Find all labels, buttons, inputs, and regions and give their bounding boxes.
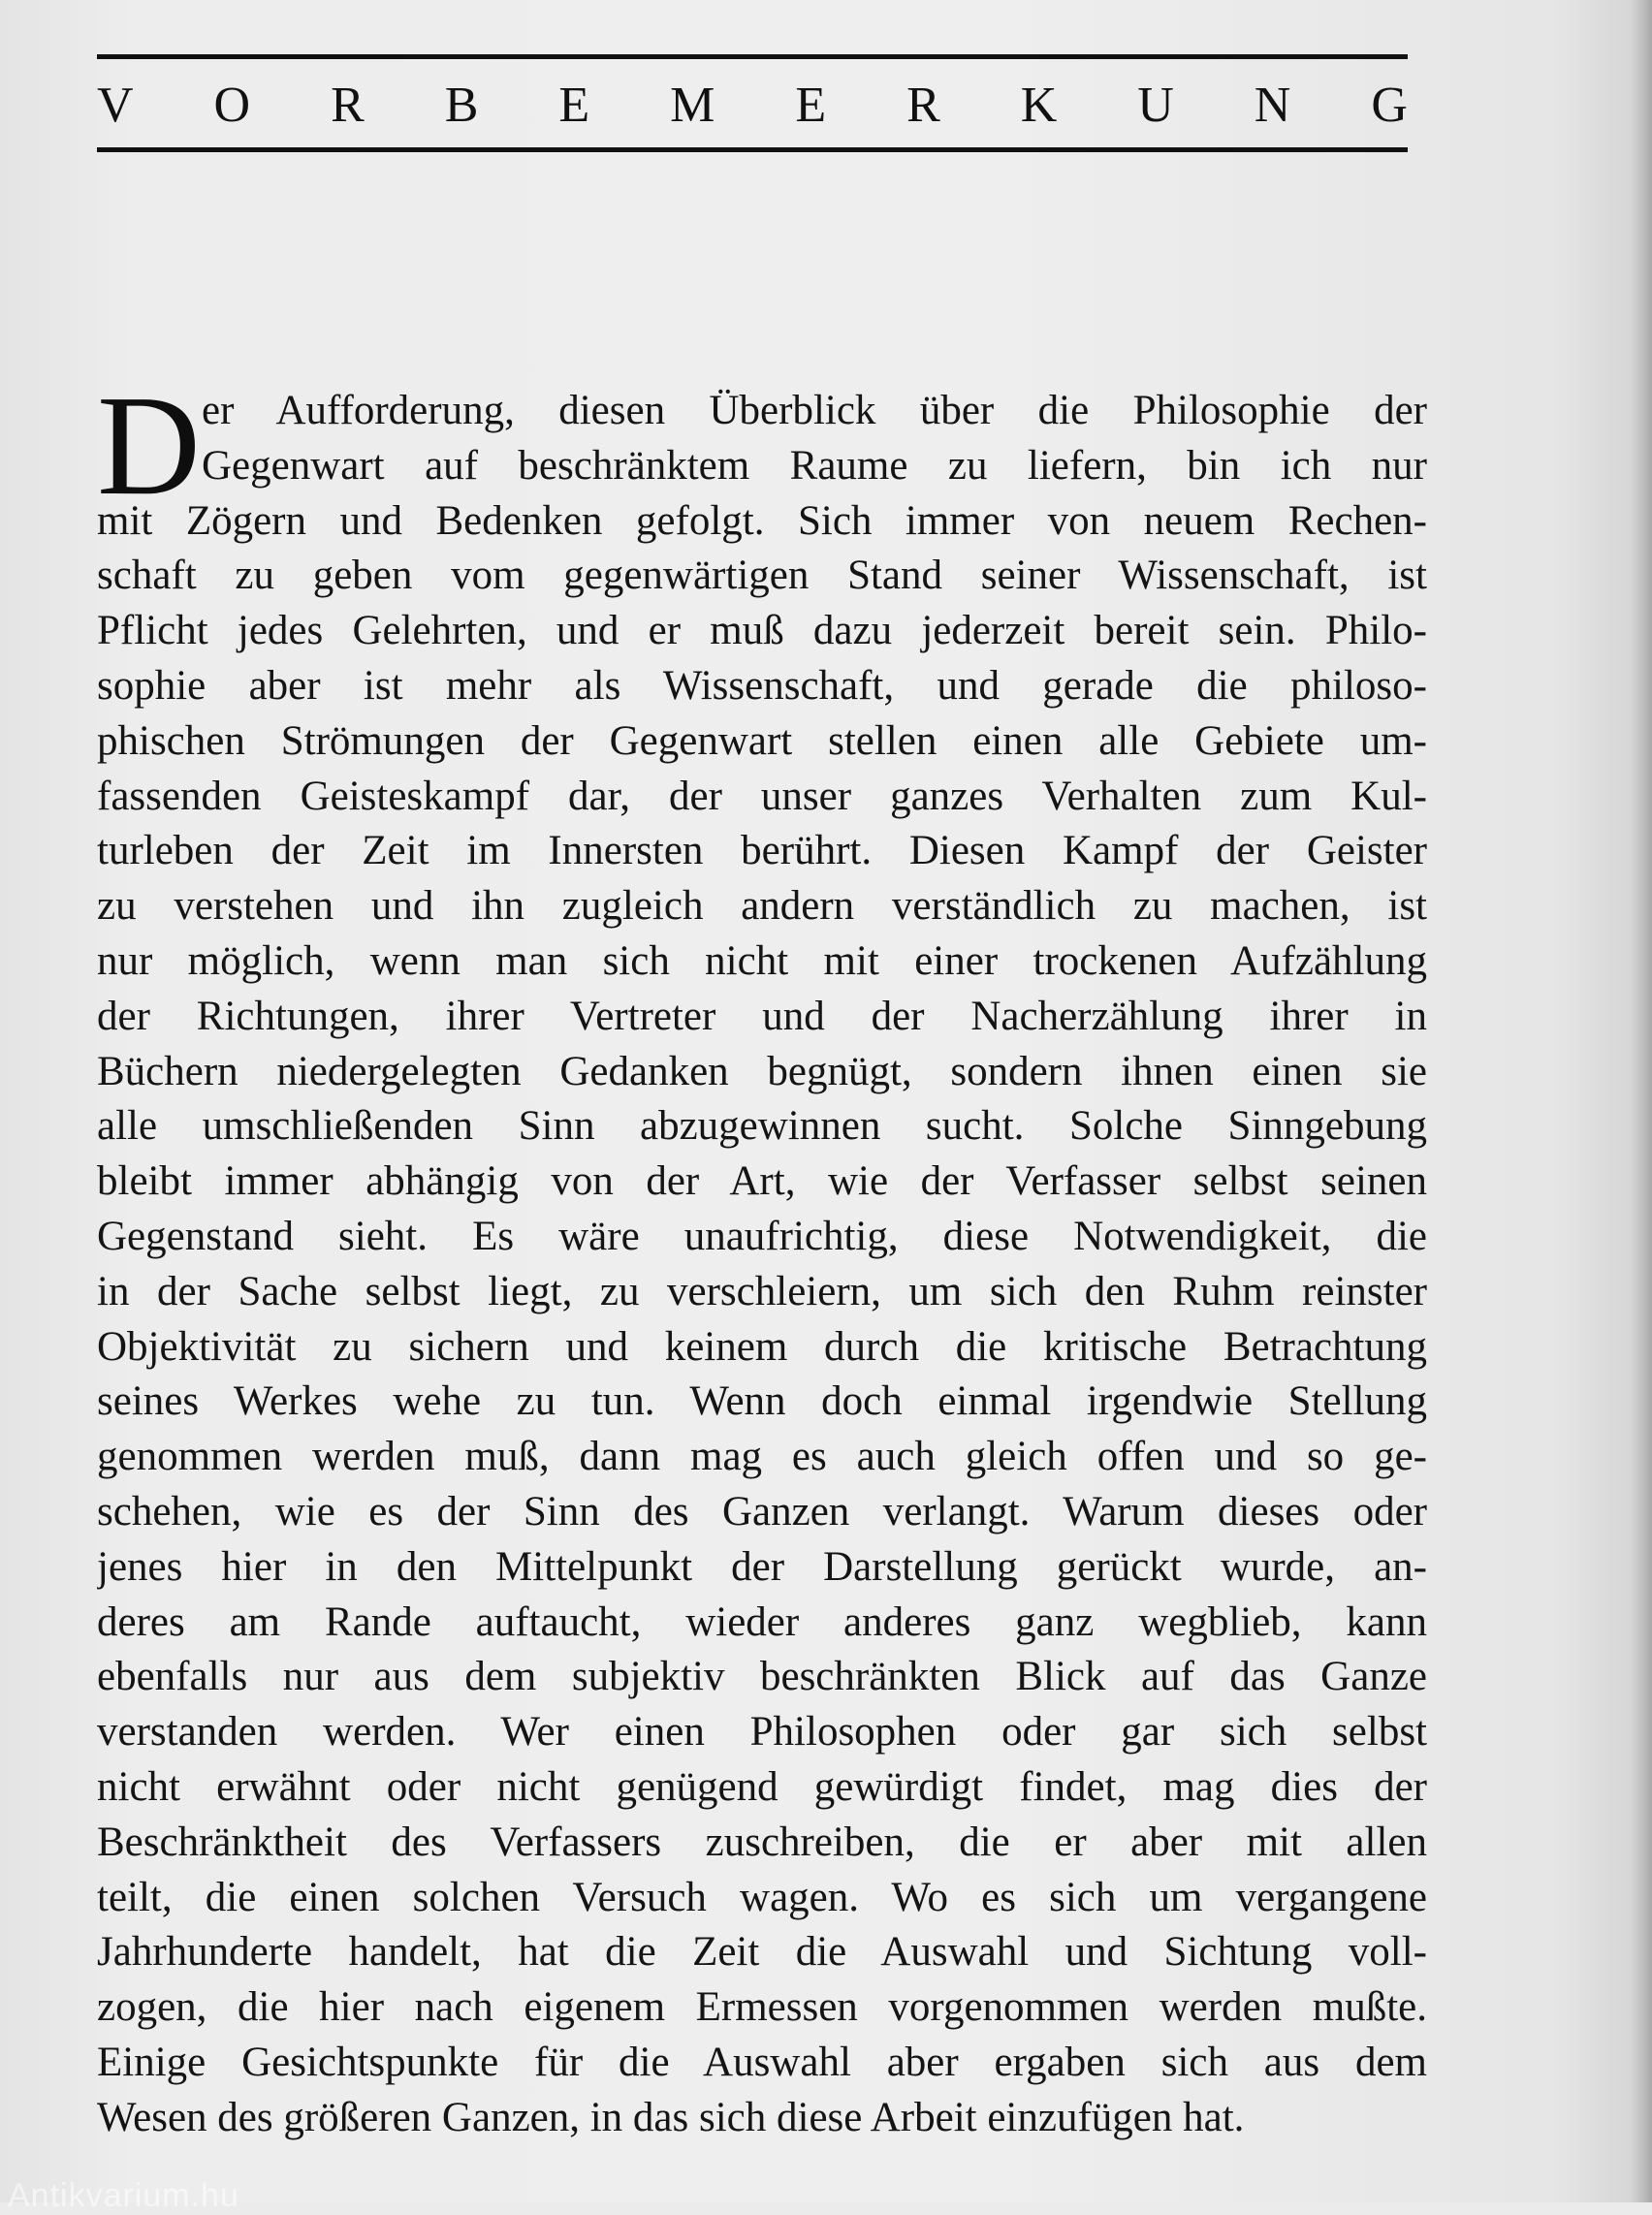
- text-line: teilt, die einen solchen Versuch wagen. Wo es sich um vergangene: [97, 1874, 1427, 1920]
- text-line: der Richtungen, ihrer Vertreter und der Nacherzählung ihrer in: [97, 993, 1427, 1039]
- text-line: mit Zögern und Bedenken gefolgt. Sich immer von neuem Rechen-: [97, 497, 1427, 544]
- heading-letter: R: [331, 77, 365, 133]
- text-line: Einige Gesichtspunkte für die Auswahl aber ergaben sich aus dem: [97, 2039, 1427, 2085]
- heading-letter: G: [1371, 77, 1408, 133]
- text-line: phischen Strömungen der Gegenwart stellen einen alle Gebiete um-: [97, 717, 1427, 764]
- text-line: seines Werkes wehe zu tun. Wenn doch einmal irgendwie Stellung: [97, 1378, 1427, 1425]
- heading-letter: B: [444, 77, 479, 133]
- heading-block: [97, 54, 1408, 163]
- text-line: nicht erwähnt oder nicht genügend gewürdigt findet, mag dies der: [97, 1763, 1427, 1810]
- text-line: er Aufforderung, diesen Überblick über die Philosophie der: [202, 388, 1427, 433]
- text-line: Pflicht jedes Gelehrten, und er muß dazu jederzeit bereit sein. Philo-: [97, 608, 1427, 654]
- text-line: Wesen des größeren Ganzen, in das sich diese Arbeit einzufügen hat.: [97, 2094, 1245, 2140]
- text-line: zu verstehen und ihn zugleich andern verständlich zu machen, ist: [97, 883, 1427, 930]
- text-line: Büchern niedergelegten Gedanken begnügt, sondern ihnen einen sie: [97, 1048, 1427, 1094]
- drop-cap: D: [97, 366, 201, 525]
- heading-letter: E: [558, 77, 590, 133]
- text-line: jenes hier in den Mittelpunkt der Darstellung gerückt wurde, an-: [97, 1543, 1427, 1590]
- text-line: bleibt immer abhängig von der Art, wie der Verfasser selbst seinen: [97, 1158, 1427, 1205]
- text-line: schaft zu geben vom gegenwärtigen Stand seiner Wissenschaft, ist: [97, 553, 1427, 599]
- text-line: nur möglich, wenn man sich nicht mit einer trockenen Aufzählung: [97, 937, 1427, 984]
- text-line: fassenden Geisteskampf dar, der unser ganzes Verhalten zum Kul-: [97, 773, 1427, 819]
- text-line: in der Sache selbst liegt, zu verschleiern, um sich den Ruhm reinster: [97, 1268, 1427, 1314]
- text-line: genommen werden muß, dann mag es auch gleich offen und so ge-: [97, 1434, 1427, 1480]
- text-line: deres am Rande auftaucht, wieder anderes ganz wegblieb, kann: [97, 1598, 1427, 1645]
- heading-rule-top: [97, 54, 1408, 59]
- text-line: alle umschließenden Sinn abzugewinnen sucht. Solche Sinngebung: [97, 1103, 1427, 1150]
- heading-letter: N: [1254, 77, 1291, 133]
- heading-letter: O: [213, 77, 251, 133]
- page-edge-shadow: [1631, 0, 1652, 2202]
- text-line: sophie aber ist mehr als Wissenschaft, und gerade die philoso-: [97, 662, 1427, 709]
- heading-letter: V: [97, 77, 134, 133]
- text-line: Gegenstand sieht. Es wäre unaufrichtig, diese Notwendigkeit, die: [97, 1213, 1427, 1259]
- page-heading: [97, 76, 1408, 134]
- heading-letter: R: [906, 77, 940, 133]
- heading-letter: M: [670, 77, 715, 133]
- text-line: turleben der Zeit im Innersten berührt. Diesen Kampf der Geister: [97, 828, 1427, 874]
- text-line: Beschränktheit des Verfassers zuschreiben, die er aber mit allen: [97, 1819, 1427, 1865]
- text-line: zogen, die hier nach eigenem Ermessen vorgenommen werden mußte.: [97, 1984, 1427, 2031]
- heading-letter: E: [795, 77, 827, 133]
- body-text: [97, 366, 1427, 2146]
- text-line: Jahrhunderte handelt, hat die Zeit die Auswahl und Sichtung voll-: [97, 1929, 1427, 1976]
- text-line: schehen, wie es der Sinn des Ganzen verlangt. Warum dieses oder: [97, 1488, 1427, 1535]
- text-line: Gegenwart auf beschränktem Raume zu liefern, bin ich nur: [202, 442, 1427, 489]
- text-line: ebenfalls nur aus dem subjektiv beschränkten Blick auf das Ganze: [97, 1654, 1427, 1700]
- text-line: Objektivität zu sichern und keinem durch die kritische Betrachtung: [97, 1323, 1427, 1370]
- heading-rule-bottom: [97, 147, 1408, 152]
- text-line: verstanden werden. Wer einen Philosophen oder gar sich selbst: [97, 1709, 1427, 1756]
- heading-letter: K: [1020, 77, 1058, 133]
- watermark: Antikvarium.hu: [8, 2177, 239, 2214]
- heading-letter: U: [1137, 77, 1174, 133]
